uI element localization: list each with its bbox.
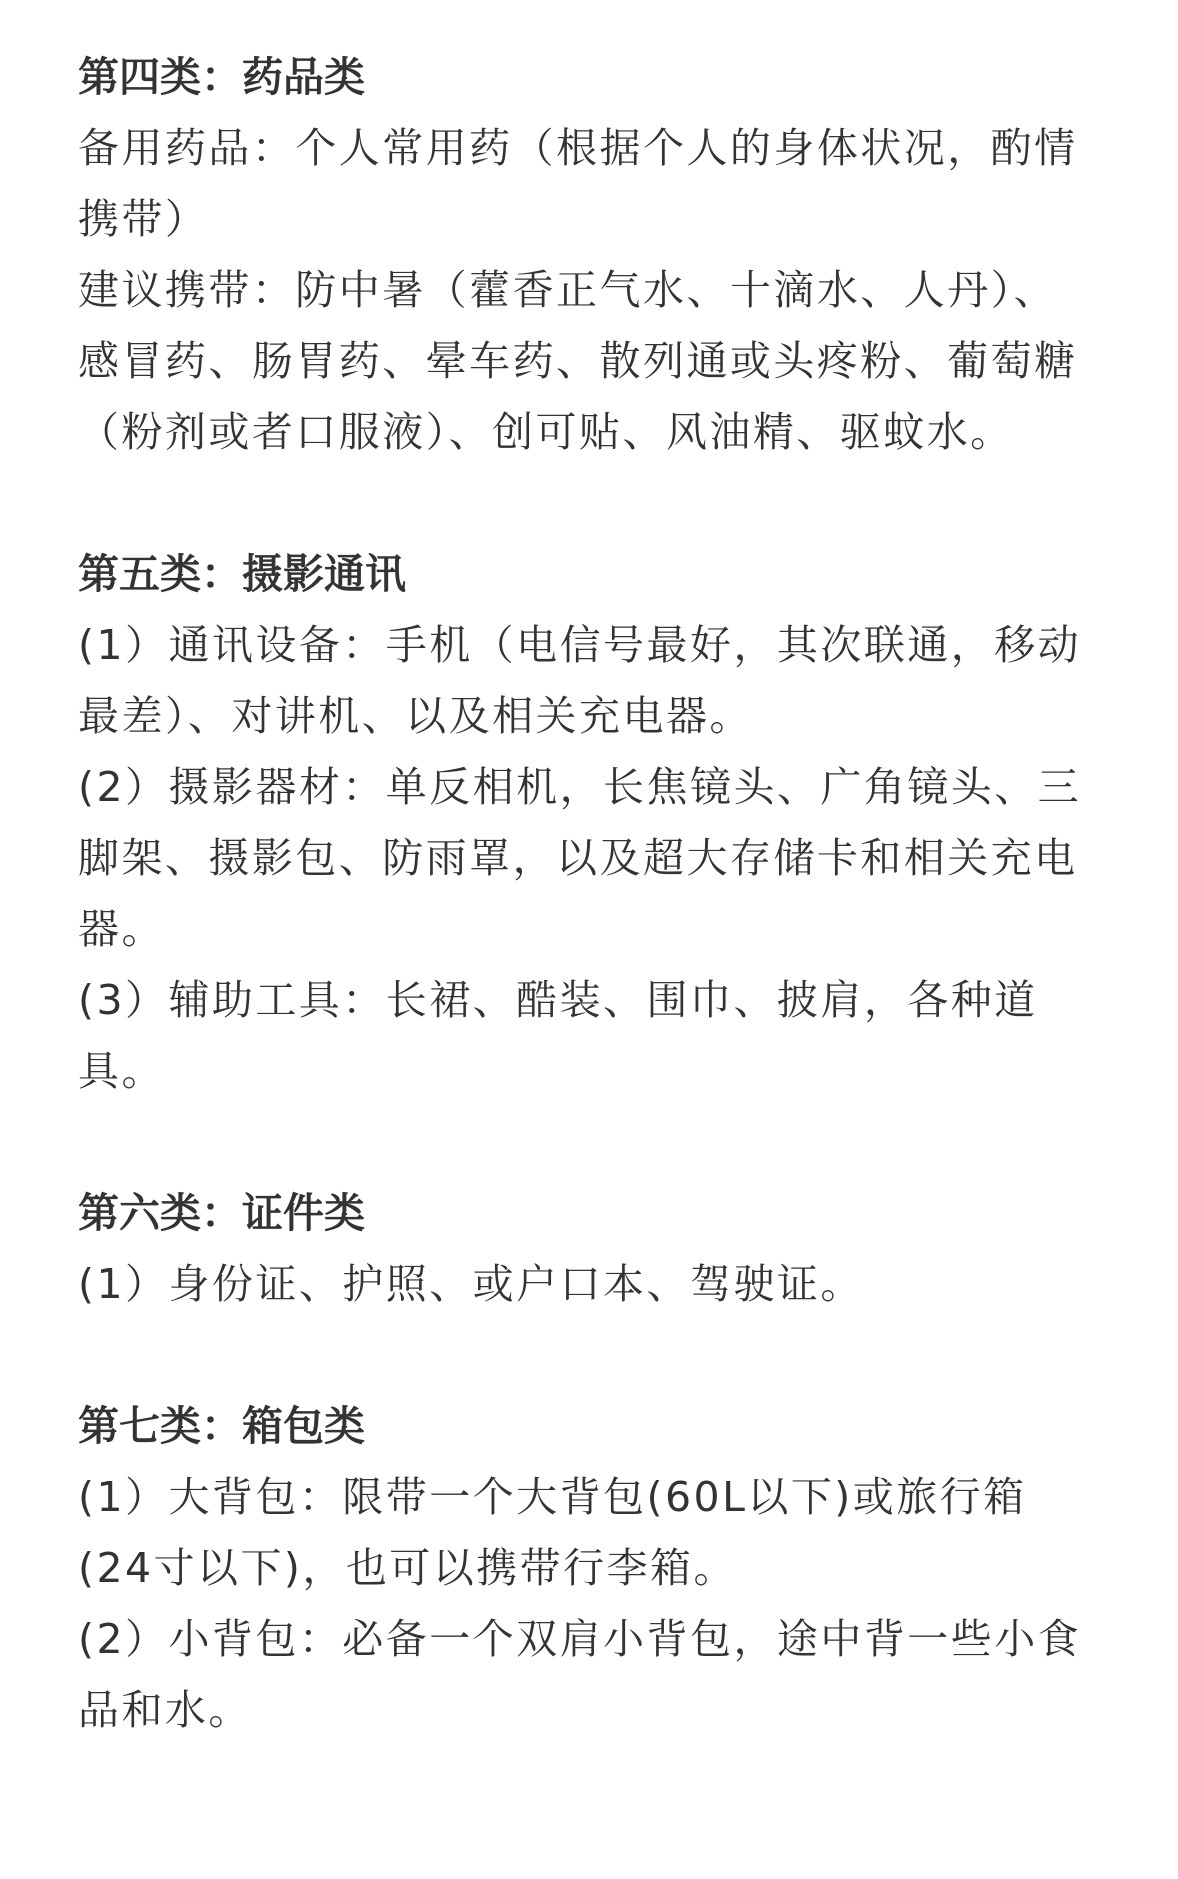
article-body <box>78 42 1100 1746</box>
section-title: 第四类：药品类 <box>78 53 365 101</box>
section-documents <box>78 1178 1100 1320</box>
paragraph: (1）通讯设备：手机（电信号最好，其次联通，移动最差）、对讲机、以及相关充电器。 <box>78 621 1082 740</box>
section-title: 第七类：箱包类 <box>78 1402 365 1450</box>
section-luggage <box>78 1391 1100 1746</box>
paragraph: (1）大背包：限带一个大背包(60L以下)或旅行箱(24寸以下)，也可以携带行李箱。 <box>78 1473 1027 1592</box>
section-medicine <box>78 42 1100 468</box>
paragraph: 建议携带：防中暑（藿香正气水、十滴水、人丹）、感冒药、肠胃药、晕车药、散列通或头疼粉、葡萄糖（粉剂或者口服液）、创可贴、风油精、驱蚊水。 <box>78 266 1078 456</box>
paragraph: (3）辅助工具：长裙、酷装、围巾、披肩，各种道具。 <box>78 976 1038 1095</box>
section-title: 第六类：证件类 <box>78 1189 365 1237</box>
section-photo-communication <box>78 539 1100 1107</box>
paragraph: (2）摄影器材：单反相机，长焦镜头、广角镜头、三脚架、摄影包、防雨罩，以及超大存储卡和相关充电器。 <box>78 763 1082 953</box>
paragraph: 备用药品：个人常用药（根据个人的身体状况，酌情携带） <box>78 124 1078 243</box>
paragraph: (2）小背包：必备一个双肩小背包，途中背一些小食品和水。 <box>78 1615 1082 1734</box>
paragraph: (1）身份证、护照、或户口本、驾驶证。 <box>78 1260 864 1308</box>
section-title: 第五类：摄影通讯 <box>78 550 406 598</box>
